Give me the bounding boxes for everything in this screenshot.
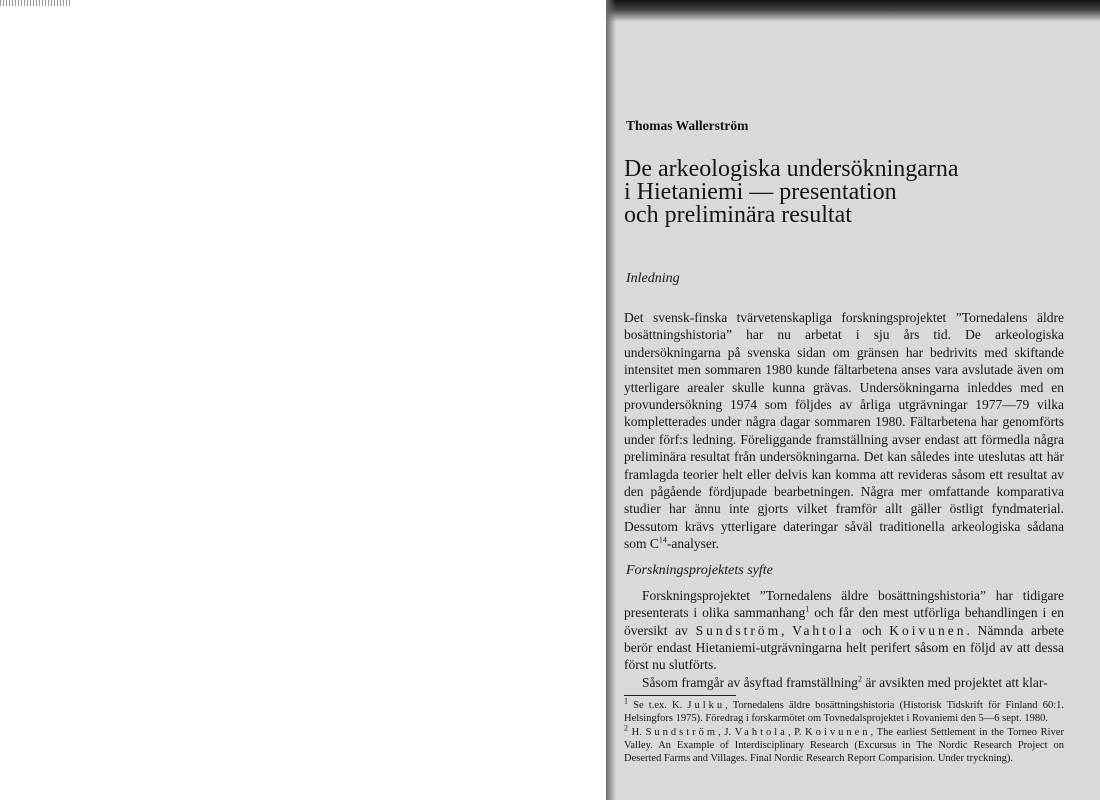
section-heading-inledning: Inledning: [626, 271, 680, 286]
footnote-2-mark: 2: [624, 723, 628, 733]
syfte-p1-text-c: . Nämnda arbete berör endast Hietaniemi-utgrävningarna helt perifert såsom en följd av att dessa först nu slutförts.: [624, 622, 1064, 673]
footnote-1-author: Julku: [687, 700, 726, 712]
intro-text: Det svensk-finska tvärvetenskapliga forskningsprojektet ”Tornedalens äldre bosättningshistoria” har nu arbetat i sju års tid. De arkeologiska undersökningarna på svenska sidan om gränsen har bedrivits med skiftande intensitet men sommaren 1980 kunde fältarbetena anses vara avslutade även om ytterligare arealer skulle kunna grävas. Undersökningarna inleddes med en provundersökning 1974 som följdes av årliga utgrävningar 1977—79 vilka kompletterades under några dagar sommaren 1980. Fältarbetena har genomförts under förf:s ledning. Föreliggande framställning avser endast att förmedla några preliminära resultat från undersökningarna. Det kan således inte uteslutas att här framlagda teorier helt eller delvis kan komma att revideras såsom ett resultat av den pågående fördjupade bearbetningen. Några mer omfattande komparativa studier har ännu inte gjorts vilket framför allt gäller östligt fyndmaterial. Dessutom krävs ytterligare dateringar såväl traditionella arkeologiska sådana som C: [624, 310, 1064, 552]
article-content: [624, 118, 1064, 767]
footnote-2-sep-2: , P.: [787, 727, 806, 739]
title-line-2: i Hietaniemi — presentation: [624, 179, 897, 205]
footnote-1-mark: 1: [624, 696, 628, 706]
syfte-p1-text-b: och får den mest utförliga behandlingen i en översikt av: [624, 605, 1064, 638]
footnote-2-author-1: Sundström: [645, 727, 719, 739]
footnote-2-author-2: Vahtola: [734, 727, 788, 739]
scan-top-shadow: [606, 0, 1100, 22]
title-line-3: och preliminära resultat: [624, 202, 852, 228]
footnote-ref-2: 2: [857, 674, 862, 684]
title-line-1: De arkeologiska undersökningarna: [624, 156, 959, 182]
syfte-p1-text-a: Forskningsprojektet ”Tornedalens äldre bosättningshistoria” har tidigare presenterats i olika sammanhang: [624, 587, 1064, 621]
footnote-2-sep-1: , J.: [718, 727, 735, 739]
intro-superscript: 14: [658, 535, 667, 545]
footnote-2: [624, 723, 1064, 765]
syfte-paragraph-1: [624, 587, 1064, 674]
syfte-p2-text-b: är avsikten med projektet att klar-: [861, 674, 1048, 690]
scan-gutter-shadow: [606, 0, 616, 800]
author-ref-koivunen: Koivunen: [889, 622, 967, 638]
footnote-1: [624, 696, 1064, 725]
footnote-ref-1: 1: [805, 604, 810, 614]
footnote-1-text-b: , Tornedalens äldre bosättningshistoria (Historisk Tidskrift för Finland 60:1. Helsingfors 1975). Föredrag i forskarmötet om Tovnedalsprojektet i Rovaniemi den 5—6 sept. 1980.: [624, 700, 1064, 724]
footnote-2-text-b: , The earliest Settlement in the Torneo River Valley. An Example of Interdisciplinary Research (Excursus in The Nordic Research Project on Deserted Farms and Villages. Final Nordic Research Report Comparision. Under tryckning).: [624, 727, 1064, 764]
article-title: [624, 158, 1064, 227]
footnote-2-text-a: H.: [628, 727, 646, 739]
syfte-paragraph-2: [624, 674, 1064, 691]
footnote-1-text-a: Se t.ex. K.: [628, 700, 688, 712]
syfte-p1-och: och: [854, 622, 890, 638]
author-ref-vahtola: Vahtola: [792, 622, 855, 638]
syfte-p2-text-a: Såsom framgår av åsyftad framställning: [642, 674, 858, 690]
document-page: [606, 0, 1100, 800]
section-heading-syfte: Forskningsprojektets syfte: [626, 562, 773, 578]
author-name: Thomas Wallerström: [626, 118, 749, 133]
footnote-2-author-3: Koivunen: [805, 727, 871, 739]
syfte-p1-sep1: ,: [781, 622, 793, 638]
intro-tail: -analyser.: [666, 536, 719, 552]
footnote-divider: [624, 695, 736, 696]
scan-edge-mark: [0, 0, 70, 6]
author-ref-sundstrom: Sundström: [695, 622, 782, 638]
intro-paragraph: [624, 309, 1064, 553]
